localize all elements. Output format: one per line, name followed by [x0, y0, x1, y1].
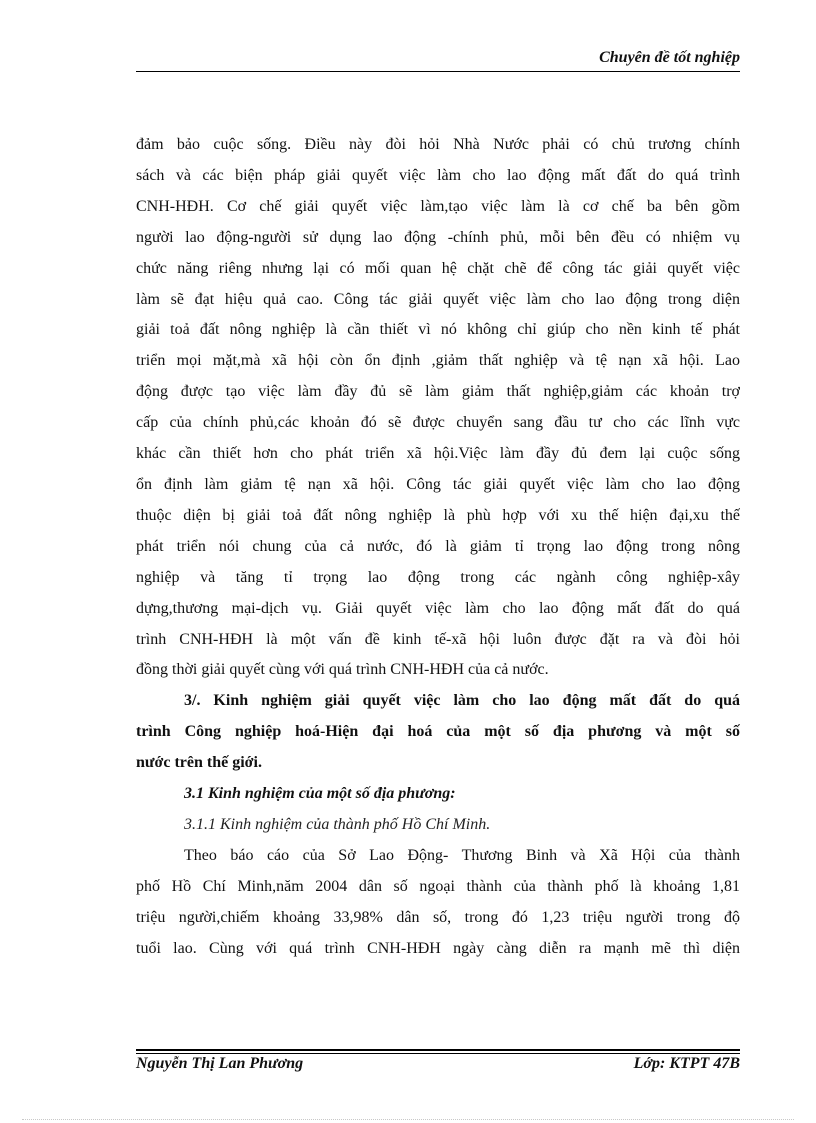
text-line: sách và các biện pháp giải quyết việc làm cho lao động mất đất do quá trình	[136, 166, 740, 184]
text-line: đảm bảo cuộc sống. Điều này đòi hỏi Nhà Nước phải có chủ trương chính	[136, 136, 740, 153]
text-line: CNH-HĐH. Cơ chế giải quyết việc làm,tạo việc làm là cơ chế ba bên gồm	[136, 197, 740, 215]
page-edge-divider	[22, 1119, 794, 1120]
text-line: khác cần thiết hơn cho phát triển xã hội.Việc làm đầy đủ đem lại cuộc sống	[136, 445, 740, 463]
text-line: tuổi lao. Cùng với quá trình CNH-HĐH ngày càng diễn ra mạnh mẽ thì diện	[136, 939, 740, 957]
subsection-3-1-1-heading: 3.1.1 Kinh nghiệm của thành phố Hồ Chí Minh.	[184, 815, 491, 833]
heading-line: trình Công nghiệp hoá-Hiện đại hoá của một số địa phương và một số	[136, 723, 740, 741]
text-line: đồng thời giải quyết cùng với quá trình CNH-HĐH của cả nước.	[136, 661, 549, 679]
footer-rule	[136, 1049, 740, 1051]
paragraph-1	[136, 130, 740, 686]
text-line: người lao động-người sử dụng lao động -chính phủ, mỗi bên đều có nhiệm vụ	[136, 228, 740, 246]
text-line: cấp của chính phủ,các khoản đó sẽ được chuyển sang đầu tư cho các lĩnh vực	[136, 414, 740, 432]
section-3-heading	[136, 686, 740, 779]
text-line: phát triển nói chung của cả nước, đó là giảm tỉ trọng lao động trong nông	[136, 537, 740, 555]
document-body	[136, 130, 740, 964]
heading-line: nước trên thế giới.	[136, 754, 262, 772]
text-line: nghiệp và tăng tỉ trọng lao động trong các ngành công nghiệp-xây	[136, 568, 740, 586]
text-line: phố Hồ Chí Minh,năm 2004 dân số ngoại thành của thành phố là khoảng 1,81	[136, 877, 740, 895]
text-line: Theo báo cáo của Sở Lao Động- Thương Binh và Xã Hội của thành	[184, 846, 740, 864]
footer-author: Nguyễn Thị Lan Phương	[136, 1055, 304, 1072]
text-line: động được tạo việc làm đầy đủ sẽ làm giảm thất nghiệp,giảm các khoản trợ	[136, 383, 740, 401]
text-line: làm sẽ đạt hiệu quả cao. Công tác giải quyết việc làm cho lao động trong diện	[136, 290, 740, 308]
text-line: giải toả đất nông nghiệp là cần thiết vì nó không chỉ giúp cho nền kinh tế phát	[136, 321, 740, 339]
text-line: trình CNH-HĐH là một vấn đề kinh tế-xã hội luôn được đặt ra và đòi hỏi	[136, 630, 740, 648]
text-line: triệu người,chiếm khoảng 33,98% dân số, trong đó 1,23 triệu người trong độ	[136, 908, 740, 926]
text-line: dựng,thương mại-dịch vụ. Giải quyết việc làm cho lao động mất đất do quá	[136, 599, 740, 617]
heading-line: 3/. Kinh nghiệm giải quyết việc làm cho lao động mất đất do quá	[184, 692, 740, 710]
paragraph-2	[136, 841, 740, 965]
subsection-3-1-heading: 3.1 Kinh nghiệm của một số địa phương:	[184, 785, 456, 803]
header-title: Chuyên đề tốt nghiệp	[599, 49, 740, 66]
text-line: chức năng riêng nhưng lại có mối quan hệ chặt chẽ để công tác giải quyết việc	[136, 259, 740, 277]
footer-rule-thin	[136, 1053, 740, 1054]
text-line: ổn định làm giảm tệ nạn xã hội. Công tác giải quyết việc làm cho lao động	[136, 475, 740, 493]
header-rule	[136, 71, 740, 72]
text-line: triển mọi mặt,mà xã hội còn ổn định ,giảm thất nghiệp và tệ nạn xã hội. Lao	[136, 352, 740, 370]
footer-class: Lớp: KTPT 47B	[633, 1055, 740, 1072]
text-line: thuộc diện bị giải toả đất nông nghiệp là phù hợp với xu thế hiện đại,xu thế	[136, 506, 740, 524]
